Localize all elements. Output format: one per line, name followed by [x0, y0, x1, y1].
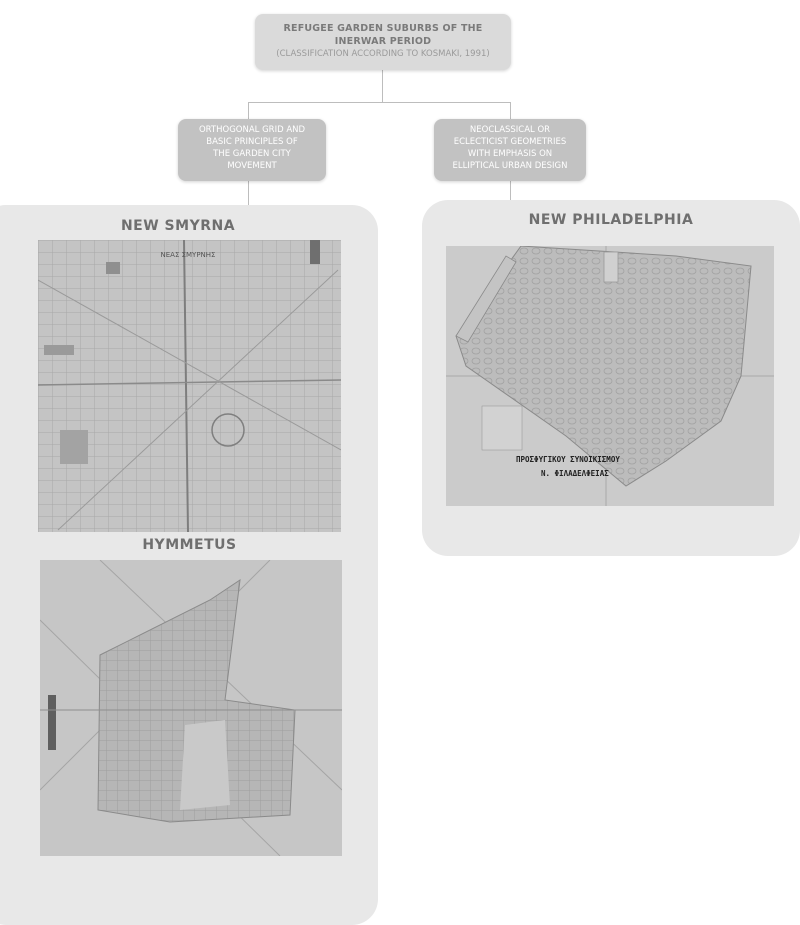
category-right-line: ECLECTICIST GEOMETRIES	[453, 137, 567, 147]
new-philadelphia-title: NEW PHILADELPHIA	[528, 212, 694, 228]
root-title-line1: REFUGEE GARDEN SUBURBS OF THE	[283, 23, 483, 34]
hymmetus-map	[40, 560, 342, 856]
new-smyrna-map	[38, 240, 341, 532]
new-philadelphia-map-caption-line1: ΠΡΟΣΦΥΓΙΚΟΥ ΣΥΝΟΙΚΙΣΜΟΥ	[516, 455, 620, 464]
new-smyrna-map-caption: ΝΕΑΣ ΣΜΥΡΝΗΣ	[160, 251, 216, 259]
hymmetus-title: HYMMETUS	[142, 537, 237, 553]
connector-horizontal	[248, 102, 510, 103]
root-classification-box	[255, 14, 511, 70]
category-left-line: ORTHOGONAL GRID AND	[198, 125, 306, 135]
connector-left-panel	[248, 181, 249, 205]
connector-root-down	[382, 70, 383, 102]
category-neoclassical	[434, 119, 586, 181]
category-right-line: ELLIPTICAL URBAN DESIGN	[452, 161, 568, 171]
category-left-line: MOVEMENT	[227, 161, 277, 171]
new-smyrna-title: NEW SMYRNA	[120, 218, 236, 234]
category-left-line: BASIC PRINCIPLES OF	[206, 137, 298, 147]
category-right-line: NEOCLASSICAL OR	[469, 125, 551, 135]
new-philadelphia-map	[446, 246, 774, 506]
category-left-line: THE GARDEN CITY	[213, 149, 291, 159]
root-subtitle: (CLASSIFICATION ACCORDING TO KOSMAKI, 1991)	[276, 49, 490, 59]
new-philadelphia-map-caption-line2: Ν. ΦΙΛΑΔΕΛΦΕΙΑΣ	[541, 469, 609, 478]
connector-right-panel	[510, 181, 511, 200]
category-right-line: WITH EMPHASIS ON	[467, 149, 553, 159]
connector-right-down	[510, 102, 511, 119]
root-title-line2: INERWAR PERIOD	[334, 36, 432, 47]
category-orthogonal-grid	[178, 119, 326, 181]
connector-left-down	[248, 102, 249, 119]
